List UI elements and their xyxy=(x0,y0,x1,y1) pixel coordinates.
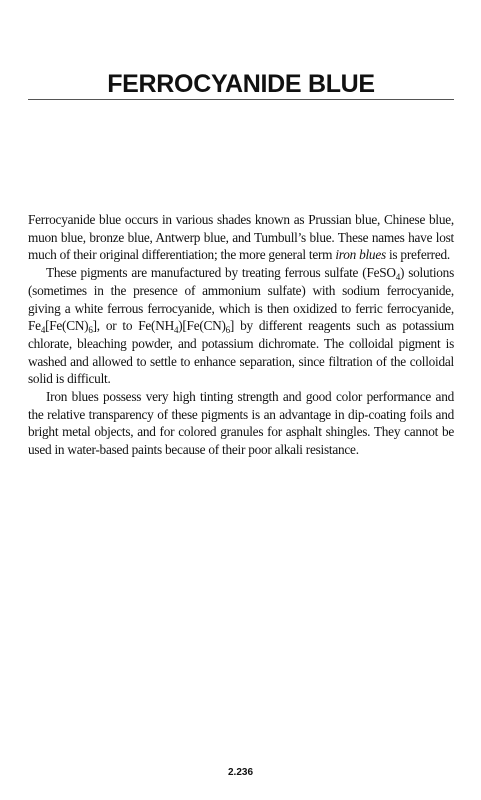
subscript: 6 xyxy=(88,325,93,336)
subscript: 6 xyxy=(225,325,230,336)
page-title: FERROCYANIDE BLUE xyxy=(107,70,375,98)
body-text xyxy=(28,211,454,459)
page-number: 2.236 xyxy=(227,767,254,778)
subscript: 4 xyxy=(173,325,179,336)
paragraph-2: These pigments are manufactured by treating ferrous sulfate (FeSO$_4$) solutions (sometimes in the presence of ammonium sulfate) with sodium ferrocyanide, giving a white ferrous ferrocyanide, which is then oxidized to ferric ferrocyanide, $Fe_4[Fe(CN)_6]$, or to $Fe(NH_4)[Fe(CN)_6]$ by different reagents such as potassium chlorate, bleaching powder, and potassium dichromate. The colloidal pigment is washed and allowed to settle to enhance separation, since filtration of the colloidal solid is difficult. xyxy=(28,265,455,387)
subscript: 4 xyxy=(40,325,46,336)
paragraph-1: Ferrocyanide blue occurs in various shades known as Prussian blue, Chinese blue, muon blue, bronze blue, Antwerp blue, and Tumbull’s blue. These names have lost much of their original differentiation; the more general term iron blues is preferred. xyxy=(28,212,454,263)
italic-term: iron blues xyxy=(335,247,386,263)
title-rule xyxy=(28,99,454,100)
subscript: 4 xyxy=(395,272,400,283)
paragraph-3: Iron blues possess very high tinting strength and good color performance and the relative transparency of these pigments is an advantage in dip-coating foils and bright metal objects, and for colored granules for asphalt shingles. They cannot be used in water-based paints because of their poor alkali resistance. xyxy=(28,389,454,458)
